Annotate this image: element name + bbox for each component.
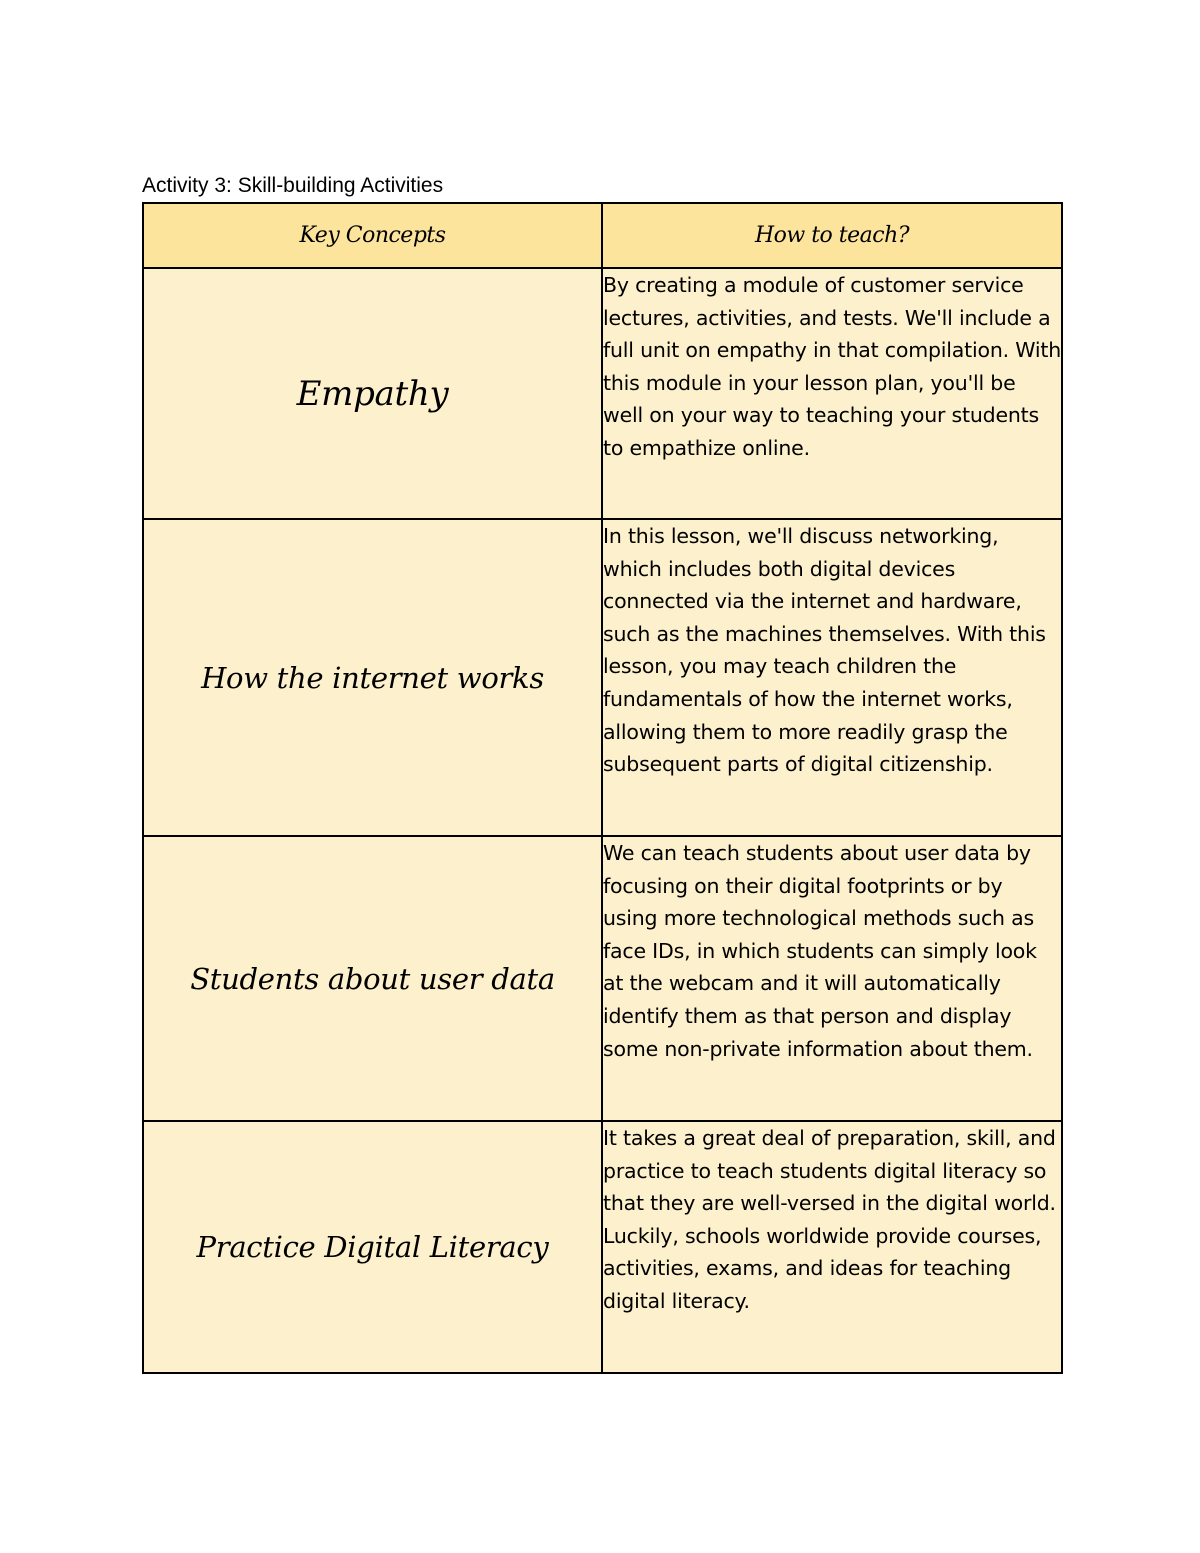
- concept-cell: Empathy: [143, 268, 602, 519]
- table-header-row: [143, 203, 1062, 268]
- skills-table: [142, 202, 1063, 1374]
- table-row: [143, 1121, 1062, 1373]
- teach-text: By creating a module of customer service lectures, activities, and tests. We'll include a full unit on empathy in that compilation. With this module in your lesson plan, you'll be well on your way to teaching your students to empathize online.: [603, 273, 1061, 460]
- teach-cell: [602, 1121, 1062, 1373]
- header-how-to-teach: How to teach?: [602, 203, 1062, 268]
- table-row: [143, 268, 1062, 519]
- teach-text: It takes a great deal of preparation, skill, and practice to teach students digital literacy so that they are well-versed in the digital world. Luckily, schools worldwide provide courses, activities, exams, and ideas for teaching digital literacy.: [603, 1126, 1056, 1313]
- table-row: [143, 519, 1062, 836]
- teach-cell: [602, 836, 1062, 1121]
- concept-cell: Students about user data: [143, 836, 602, 1121]
- header-key-concepts: Key Concepts: [143, 203, 602, 268]
- table-row: [143, 836, 1062, 1121]
- teach-cell: [602, 268, 1062, 519]
- teach-text: We can teach students about user data by focusing on their digital footprints or by using more technological methods such as face IDs, in which students can simply look at the webcam and it will automatically identify them as that person and display some non-private information about them.: [603, 841, 1037, 1061]
- concept-cell: How the internet works: [143, 519, 602, 836]
- teach-text: In this lesson, we'll discuss networking, which includes both digital devices connected via the internet and hardware, such as the machines themselves. With this lesson, you may teach children the fundamentals of how the internet works, allowing them to more readily grasp the subsequent parts of digital citizenship.: [603, 524, 1046, 777]
- concept-cell: Practice Digital Literacy: [143, 1121, 602, 1373]
- teach-cell: [602, 519, 1062, 836]
- page-title: Activity 3: Skill-building Activities: [142, 174, 444, 197]
